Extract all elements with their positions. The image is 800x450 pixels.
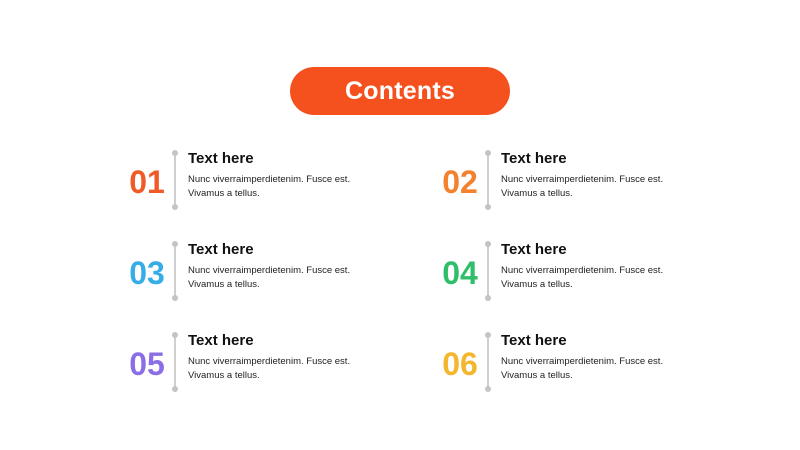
contents-title-pill <box>290 67 510 115</box>
item-body: Nunc viverraimperdietenim. Fusce est. Vivamus a tellus. <box>501 265 664 290</box>
item-divider <box>174 152 176 206</box>
divider-dot <box>485 332 491 338</box>
item-number: 06 <box>442 346 478 382</box>
item-number: 02 <box>442 164 478 200</box>
contents-item-03 <box>126 241 386 301</box>
divider-dot <box>172 386 178 392</box>
contents-item-01 <box>126 150 386 210</box>
item-heading: Text here <box>188 241 254 258</box>
item-divider <box>487 334 489 388</box>
item-body: Nunc viverraimperdietenim. Fusce est. Vivamus a tellus. <box>188 356 351 381</box>
item-body: Nunc viverraimperdietenim. Fusce est. Vivamus a tellus. <box>188 174 351 199</box>
contents-item-05 <box>126 332 386 392</box>
item-body: Nunc viverraimperdietenim. Fusce est. Vivamus a tellus. <box>501 174 664 199</box>
item-number: 05 <box>129 346 165 382</box>
item-divider <box>174 334 176 388</box>
divider-dot <box>485 150 491 156</box>
divider-dot <box>172 295 178 301</box>
item-heading: Text here <box>501 241 567 258</box>
item-divider <box>487 152 489 206</box>
item-body: Nunc viverraimperdietenim. Fusce est. Vivamus a tellus. <box>501 356 664 381</box>
item-heading: Text here <box>188 150 254 167</box>
item-heading: Text here <box>188 332 254 349</box>
divider-dot <box>485 386 491 392</box>
item-divider <box>174 243 176 297</box>
divider-dot <box>172 150 178 156</box>
item-heading: Text here <box>501 332 567 349</box>
contents-item-04 <box>439 241 699 301</box>
divider-dot <box>172 332 178 338</box>
item-number: 01 <box>129 164 165 200</box>
item-divider <box>487 243 489 297</box>
divider-dot <box>485 241 491 247</box>
item-body: Nunc viverraimperdietenim. Fusce est. Vivamus a tellus. <box>188 265 351 290</box>
divider-dot <box>172 204 178 210</box>
item-number: 03 <box>129 255 165 291</box>
item-heading: Text here <box>501 150 567 167</box>
divider-dot <box>172 241 178 247</box>
contents-title: Contents <box>345 76 455 105</box>
divider-dot <box>485 295 491 301</box>
contents-item-02 <box>439 150 699 210</box>
contents-item-06 <box>439 332 699 392</box>
item-number: 04 <box>442 255 478 291</box>
divider-dot <box>485 204 491 210</box>
